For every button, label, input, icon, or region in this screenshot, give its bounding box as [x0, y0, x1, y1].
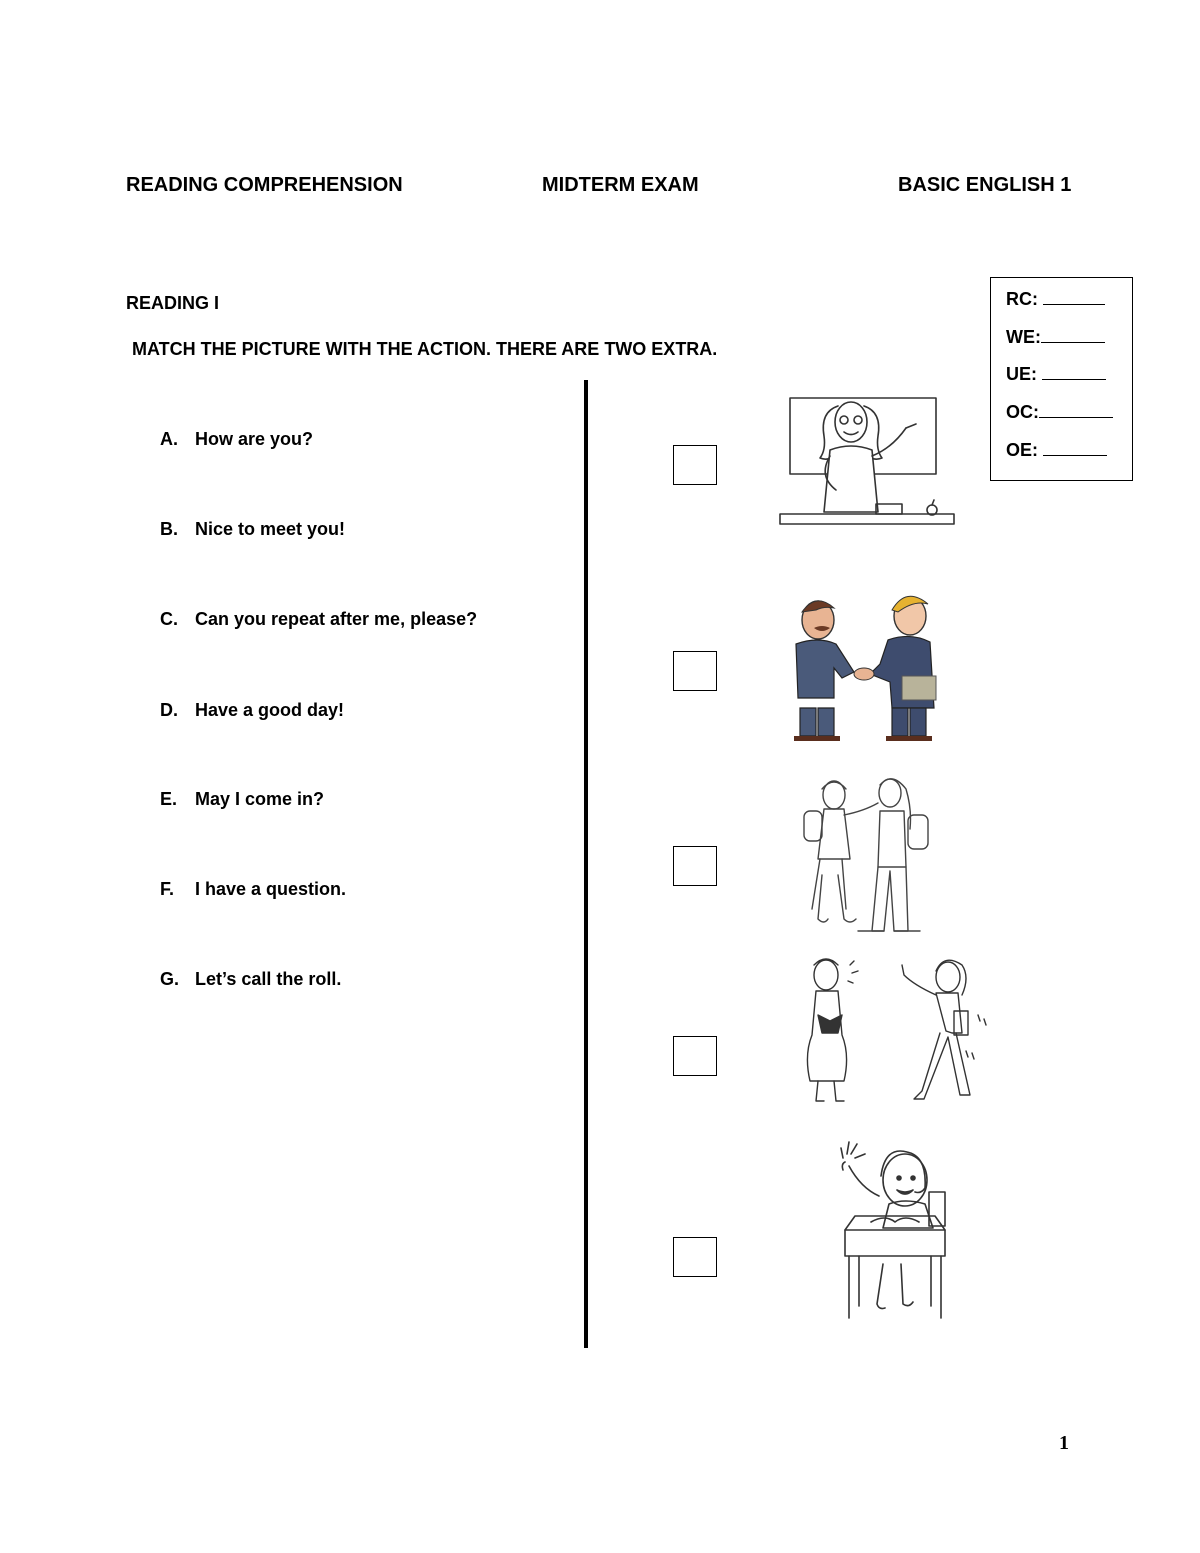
score-we-label: WE:	[1006, 327, 1041, 347]
score-ue-blank[interactable]	[1042, 363, 1106, 380]
option-text: How are you?	[195, 429, 314, 449]
option-text: Nice to meet you!	[195, 519, 346, 539]
students-greeting-icon	[798, 775, 938, 940]
option-text: Can you repeat after me, please?	[195, 609, 478, 629]
score-rc-blank[interactable]	[1043, 288, 1105, 305]
option-letter: D.	[160, 700, 178, 720]
section-title: READING I	[126, 293, 220, 313]
option-letter: F.	[160, 879, 175, 899]
teacher-at-board-icon	[778, 386, 958, 531]
score-ue	[1006, 363, 1106, 385]
answer-box-2[interactable]	[673, 651, 717, 691]
answer-box-3[interactable]	[673, 846, 717, 886]
option-g	[160, 969, 341, 990]
option-text: I have a question.	[195, 879, 347, 899]
option-b	[160, 519, 345, 540]
option-c	[160, 609, 477, 630]
option-letter: C.	[160, 609, 178, 629]
score-rc-label: RC:	[1006, 289, 1038, 309]
businessmen-handshake-icon	[788, 588, 948, 743]
page-number: 1	[1059, 1432, 1069, 1454]
option-a	[160, 429, 313, 450]
score-oc-label: OC:	[1006, 402, 1039, 422]
score-oe-label: OE:	[1006, 440, 1039, 460]
column-divider	[584, 380, 588, 1348]
option-letter: G.	[160, 969, 180, 989]
score-we	[1006, 326, 1105, 348]
score-we-blank[interactable]	[1041, 326, 1105, 343]
header-right: BASIC ENGLISH 1	[898, 174, 1072, 196]
header-left: READING COMPREHENSION	[126, 174, 403, 196]
header-center: MIDTERM EXAM	[542, 174, 699, 196]
girls-waving-icon	[800, 955, 995, 1110]
option-letter: B.	[160, 519, 178, 539]
score-rc	[1006, 288, 1105, 310]
option-d	[160, 700, 344, 721]
score-box	[990, 277, 1133, 481]
option-letter: A.	[160, 429, 178, 449]
option-text: Have a good day!	[195, 700, 345, 720]
option-text: Let’s call the roll.	[195, 969, 342, 989]
option-text: May I come in?	[195, 789, 325, 809]
answer-box-4[interactable]	[673, 1036, 717, 1076]
instructions: MATCH THE PICTURE WITH THE ACTION. THERE ARE TWO EXTRA.	[132, 339, 718, 359]
option-f	[160, 879, 346, 900]
score-oe	[1006, 439, 1107, 461]
answer-box-5[interactable]	[673, 1237, 717, 1277]
option-e	[160, 789, 324, 810]
score-oc-blank[interactable]	[1039, 401, 1113, 418]
student-raising-hand-icon	[835, 1140, 955, 1330]
answer-box-1[interactable]	[673, 445, 717, 485]
score-oc	[1006, 401, 1113, 423]
score-ue-label: UE:	[1006, 364, 1037, 384]
score-oe-blank[interactable]	[1043, 439, 1107, 456]
option-letter: E.	[160, 789, 178, 809]
